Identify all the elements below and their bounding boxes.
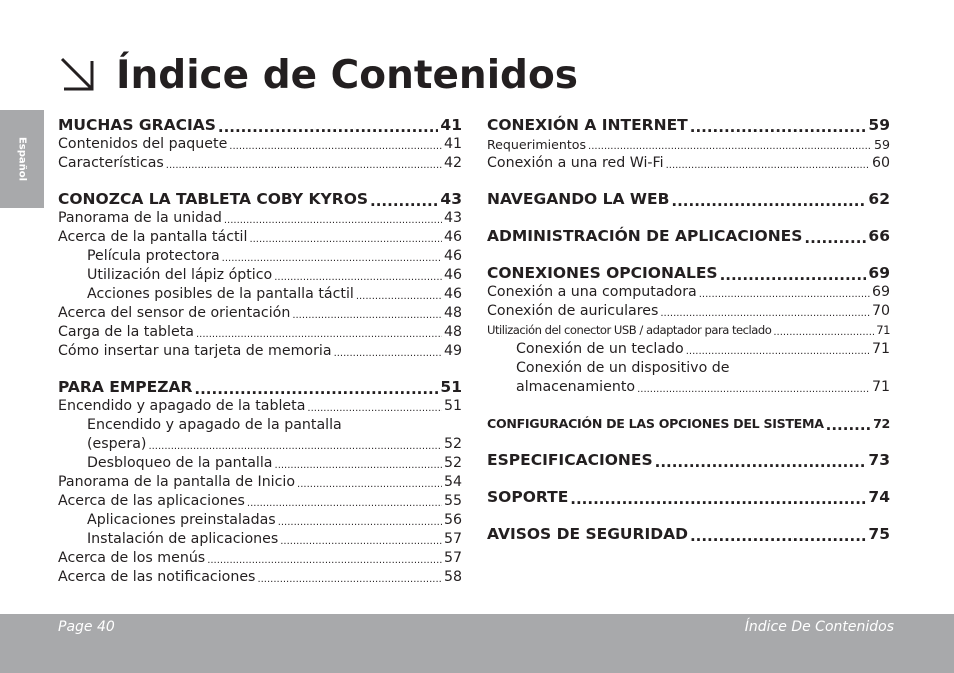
dot-leader — [275, 458, 442, 473]
toc-label: CONFIGURACIÓN DE LAS OPCIONES DEL SISTEMA — [487, 416, 824, 431]
toc-label: Película protectora — [87, 248, 220, 264]
toc-entry[interactable] — [58, 473, 462, 492]
toc-page-number: 46 — [443, 286, 462, 302]
toc-page-number: 46 — [443, 229, 462, 245]
toc-entry[interactable] — [58, 530, 462, 549]
dot-leader — [148, 439, 441, 454]
toc-page-number: 69 — [871, 284, 890, 300]
toc-label: Panorama de la unidad — [58, 210, 222, 226]
toc-entry-first-line: Encendido y apagado de la pantalla — [87, 417, 342, 433]
dot-leader — [334, 346, 442, 361]
toc-label: Aplicaciones preinstaladas — [87, 512, 276, 528]
toc-page-number: 56 — [443, 512, 462, 528]
toc-right-column — [487, 116, 890, 544]
toc-label: Acerca de las notificaciones — [58, 569, 256, 585]
toc-section-heading[interactable] — [487, 227, 890, 246]
dot-leader — [588, 139, 872, 154]
dot-leader — [278, 515, 442, 530]
toc-label: CONEXIÓN A INTERNET — [487, 116, 688, 134]
toc-entry[interactable] — [487, 154, 890, 173]
toc-entry[interactable] — [487, 378, 890, 397]
toc-entry[interactable] — [58, 135, 462, 154]
toc-section-heading[interactable] — [487, 414, 890, 433]
toc-label: Acerca de las aplicaciones — [58, 493, 245, 509]
toc-label: AVISOS DE SEGURIDAD — [487, 525, 688, 543]
toc-label: Conexión de auriculares — [487, 303, 659, 319]
toc-entry[interactable] — [487, 321, 890, 340]
diagonal-arrow-icon — [58, 55, 98, 95]
toc-page-number: 57 — [443, 550, 462, 566]
toc-label: Contenidos del paquete — [58, 136, 228, 152]
toc-page-number: 46 — [443, 267, 462, 283]
toc-page-number: 46 — [443, 248, 462, 264]
toc-page-number: 43 — [440, 190, 462, 208]
dot-leader — [297, 477, 442, 492]
dot-leader — [307, 401, 442, 416]
toc-entry[interactable] — [487, 283, 890, 302]
toc-page-number: 43 — [443, 210, 462, 226]
toc-label: Acerca del sensor de orientación — [58, 305, 291, 321]
toc-page-number: 74 — [868, 488, 890, 506]
toc-section-heading[interactable] — [58, 190, 462, 209]
dot-leader — [229, 139, 442, 154]
toc-page-number: 52 — [443, 455, 462, 471]
dot-leader — [690, 529, 866, 544]
toc-entry[interactable] — [58, 304, 462, 323]
toc-page-number: 41 — [443, 136, 462, 152]
page-number: Page 40 — [58, 619, 115, 635]
toc-entry[interactable] — [58, 549, 462, 568]
dot-leader — [686, 344, 870, 359]
dot-leader — [671, 194, 866, 209]
toc-page-number: 59 — [868, 116, 890, 134]
toc-entry[interactable] — [487, 135, 890, 154]
toc-label: NAVEGANDO LA WEB — [487, 190, 670, 208]
toc-entry[interactable] — [58, 154, 462, 173]
dot-leader — [207, 553, 442, 568]
dot-leader — [570, 492, 866, 507]
toc-entry[interactable] — [58, 323, 462, 342]
toc-page-number: 71 — [871, 379, 890, 395]
toc-section-heading[interactable] — [487, 451, 890, 470]
toc-section-heading[interactable] — [58, 378, 462, 397]
dot-leader — [218, 120, 439, 135]
toc-page-number: 51 — [440, 378, 462, 396]
toc-page-number: 71 — [876, 323, 890, 337]
toc-section-heading[interactable] — [487, 525, 890, 544]
toc-entry[interactable] — [58, 209, 462, 228]
language-label: Español — [16, 136, 28, 182]
toc-section-heading[interactable] — [487, 488, 890, 507]
toc-page-number: 58 — [443, 569, 462, 585]
toc-entry[interactable] — [58, 266, 462, 285]
toc-label: Utilización del conector USB / adaptador para teclado — [487, 323, 772, 337]
dot-leader — [222, 251, 442, 266]
dot-leader — [249, 232, 441, 247]
toc-label: Requerimientos — [487, 137, 587, 152]
page-header — [58, 44, 578, 106]
toc-label: Desbloqueo de la pantalla — [87, 455, 273, 471]
toc-label: Carga de la tableta — [58, 324, 194, 340]
toc-page-number: 60 — [871, 155, 890, 171]
toc-left-column — [58, 116, 462, 587]
dot-leader — [699, 287, 870, 302]
toc-page-number: 72 — [873, 416, 890, 431]
toc-entry[interactable] — [58, 342, 462, 361]
page-footer — [0, 614, 954, 673]
toc-page-number: 69 — [868, 264, 890, 282]
dot-leader — [804, 231, 866, 246]
toc-page-number: 59 — [873, 137, 890, 152]
toc-label: PARA EMPEZAR — [58, 378, 193, 396]
toc-entry[interactable] — [487, 302, 890, 321]
toc-label: Características — [58, 155, 164, 171]
dot-leader — [690, 120, 867, 135]
dot-leader — [637, 382, 870, 397]
toc-entry[interactable] — [58, 228, 462, 247]
toc-label: Utilización del lápiz óptico — [87, 267, 273, 283]
toc-entry[interactable] — [58, 247, 462, 266]
dot-leader — [356, 289, 442, 304]
toc-entry[interactable] — [58, 397, 462, 416]
dot-leader — [274, 270, 442, 285]
dot-leader — [666, 158, 870, 173]
toc-label: Conexión a una computadora — [487, 284, 697, 300]
toc-label: Acciones posibles de la pantalla táctil — [87, 286, 354, 302]
toc-section-heading[interactable] — [487, 264, 890, 283]
dot-leader — [826, 418, 871, 433]
toc-page-number: 75 — [868, 525, 890, 543]
toc-section-heading[interactable] — [58, 116, 462, 135]
toc-page-number: 52 — [443, 436, 462, 452]
toc-label: almacenamiento — [516, 379, 636, 395]
toc-label: (espera) — [87, 436, 147, 452]
toc-entry[interactable] — [58, 454, 462, 473]
toc-label: Acerca de la pantalla táctil — [58, 229, 248, 245]
toc-page-number: 57 — [443, 531, 462, 547]
dot-leader — [247, 496, 442, 511]
toc-page-number: 48 — [443, 324, 462, 340]
dot-leader — [720, 268, 867, 283]
toc-page-number: 51 — [443, 398, 462, 414]
toc-entry[interactable] — [58, 568, 462, 587]
toc-entry[interactable] — [487, 340, 890, 359]
dot-leader — [292, 308, 442, 323]
toc-entry[interactable] — [58, 492, 462, 511]
footer-section-title: Índice De Contenidos — [744, 619, 894, 635]
toc-label: Conexión a una red Wi-Fi — [487, 155, 664, 171]
toc-label: Encendido y apagado de la tableta — [58, 398, 306, 414]
dot-leader — [370, 194, 438, 209]
toc-label: ADMINISTRACIÓN DE APLICACIONES — [487, 227, 803, 245]
toc-label: CONEXIONES OPCIONALES — [487, 264, 718, 282]
dot-leader — [196, 327, 442, 342]
dot-leader — [655, 455, 867, 470]
dot-leader — [280, 534, 442, 549]
toc-entry[interactable] — [58, 511, 462, 530]
toc-page-number: 49 — [443, 343, 462, 359]
dot-leader — [194, 382, 438, 397]
toc-label: Panorama de la pantalla de Inicio — [58, 474, 296, 490]
toc-entry[interactable] — [58, 285, 462, 304]
toc-page-number: 42 — [443, 155, 462, 171]
toc-section-heading[interactable] — [487, 190, 890, 209]
toc-label: Cómo insertar una tarjeta de memoria — [58, 343, 332, 359]
toc-page-number: 41 — [440, 116, 462, 134]
toc-label: Instalación de aplicaciones — [87, 531, 279, 547]
toc-label: MUCHAS GRACIAS — [58, 116, 216, 134]
dot-leader — [166, 158, 442, 173]
toc-label: SOPORTE — [487, 488, 569, 506]
toc-label: Conexión de un teclado — [516, 341, 684, 357]
toc-page-number: 48 — [443, 305, 462, 321]
toc-page-number: 73 — [868, 451, 890, 469]
dot-leader — [660, 306, 870, 321]
dot-leader — [224, 213, 442, 228]
dot-leader — [773, 325, 874, 340]
toc-page-number: 54 — [443, 474, 462, 490]
toc-page-number: 66 — [868, 227, 890, 245]
page-title: Índice de Contenidos — [116, 52, 578, 98]
toc-page-number: 70 — [871, 303, 890, 319]
toc-entry-first-line: Conexión de un dispositivo de — [516, 360, 730, 376]
toc-page-number: 55 — [443, 493, 462, 509]
dot-leader — [257, 572, 442, 587]
toc-entry[interactable] — [58, 435, 462, 454]
toc-label: CONOZCA LA TABLETA COBY KYROS — [58, 190, 369, 208]
toc-page-number: 62 — [868, 190, 890, 208]
toc-label: Acerca de los menús — [58, 550, 206, 566]
language-tab — [0, 110, 44, 208]
toc-label: ESPECIFICACIONES — [487, 451, 653, 469]
toc-section-heading[interactable] — [487, 116, 890, 135]
toc-page-number: 71 — [871, 341, 890, 357]
